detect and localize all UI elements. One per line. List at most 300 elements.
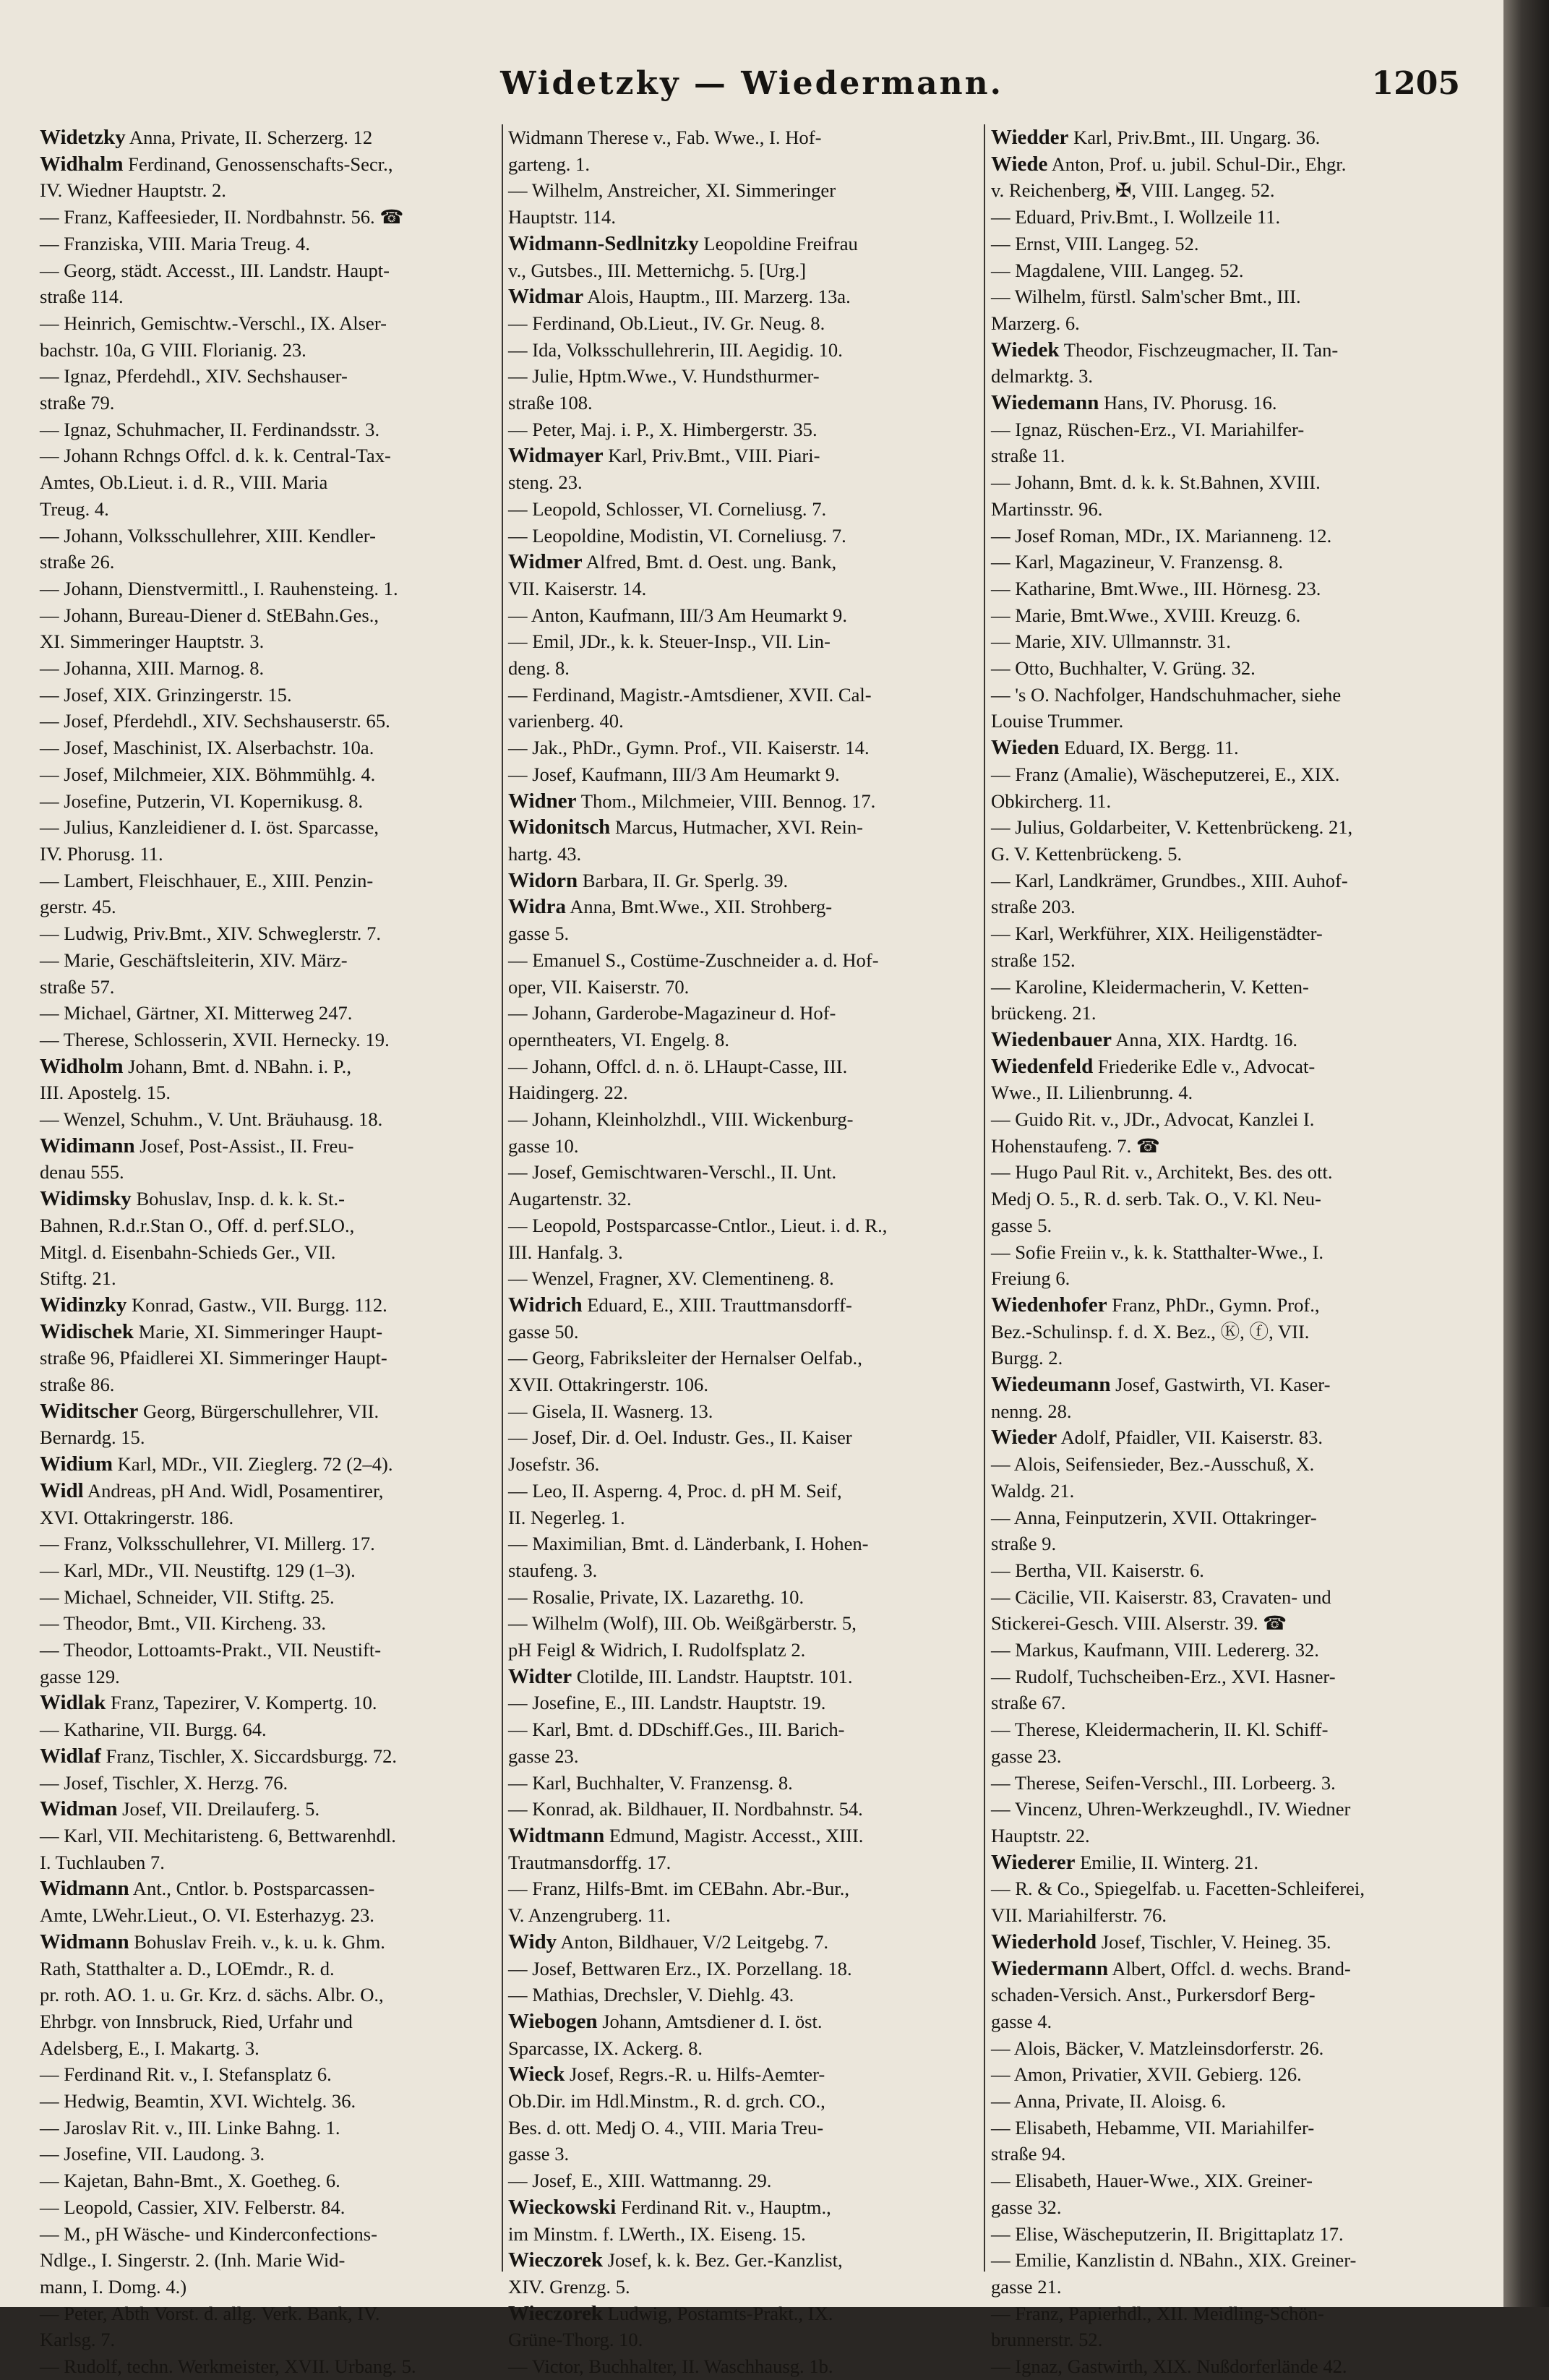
- entry-text: — Therese, Schlosserin, XVII. Hernecky. 19.: [40, 1028, 390, 1050]
- surname-heading: Wiedeumann: [991, 1373, 1111, 1397]
- directory-line: [508, 1504, 978, 1531]
- directory-line: [991, 231, 1461, 257]
- column-divider: [502, 124, 503, 2272]
- entry-text: — Karl, Werkführer, XIX. Heiligenstädter-: [991, 923, 1323, 945]
- entry-text: Franz, PhDr., Gymn. Prof.,: [1107, 1293, 1320, 1316]
- directory-line: [508, 204, 978, 231]
- entry-text: — Emanuel S., Costüme-Zuschneider a. d. Hof-: [508, 949, 879, 971]
- directory-line: [508, 469, 978, 496]
- surname-heading: Widimsky: [40, 1187, 132, 1211]
- directory-line: [991, 1345, 1461, 1371]
- surname-heading: Widrich: [508, 1293, 583, 1317]
- directory-line: [508, 1053, 978, 1080]
- entry-text: Josef, k. k. Bez. Ger.-Kanzlist,: [603, 2249, 843, 2272]
- entry-text: — Bertha, VII. Kaiserstr. 6.: [991, 1559, 1204, 1581]
- surname-heading: Widter: [508, 1664, 572, 1688]
- surname-heading: Wiedek: [991, 338, 1060, 361]
- entry-text: gerstr. 45.: [40, 896, 116, 918]
- directory-line: [991, 1929, 1461, 1956]
- directory-line: [40, 1106, 510, 1133]
- directory-line: [991, 257, 1461, 284]
- directory-line: [991, 682, 1461, 709]
- entry-text: gasse 4.: [991, 2010, 1052, 2032]
- entry-text: — Katharine, VII. Burgg. 64.: [40, 1718, 267, 1741]
- entry-text: — Josef, E., XIII. Wattmanng. 29.: [508, 2170, 772, 2192]
- directory-line: [991, 1664, 1461, 1690]
- surname-heading: Widonitsch: [508, 816, 611, 839]
- directory-line: [508, 1371, 978, 1398]
- directory-line: [508, 735, 978, 761]
- entry-text: pH Feigl & Widrich, I. Rudolfsplatz 2.: [508, 1639, 806, 1661]
- directory-line: [40, 1345, 510, 1371]
- entry-text: — Maximilian, Bmt. d. Länderbank, I. Hohen-: [508, 1533, 869, 1555]
- directory-line: [508, 1690, 978, 1716]
- entry-text: XVII. Ottakringerstr. 106.: [508, 1374, 708, 1396]
- surname-heading: Wieczorek: [508, 2301, 603, 2325]
- directory-line: [991, 2088, 1461, 2115]
- entry-text: Josefstr. 36.: [508, 1453, 600, 1476]
- entry-text: Georg, Bürgerschullehrer, VII.: [138, 1400, 379, 1422]
- entry-text: — Karl, Magazineur, V. Franzensg. 8.: [991, 551, 1284, 573]
- surname-heading: Widmann-Sedlnitzky: [508, 231, 699, 255]
- entry-text: gasse 5.: [991, 1214, 1052, 1236]
- entry-text: Bernardg. 15.: [40, 1426, 145, 1449]
- directory-line: [508, 2008, 978, 2035]
- directory-line: [991, 1637, 1461, 1664]
- directory-line: [991, 628, 1461, 655]
- entry-text: — Franz (Amalie), Wäscheputzerei, E., XIX.: [991, 763, 1340, 785]
- entry-text: Eduard, IX. Bergg. 11.: [1059, 737, 1239, 759]
- directory-line: [40, 549, 510, 575]
- entry-text: V. Anzengruberg. 11.: [508, 1904, 671, 1927]
- directory-line: [40, 1053, 510, 1080]
- entry-text: Franz, Tischler, X. Siccardsburgg. 72.: [100, 1745, 398, 1767]
- entry-text: — Heinrich, Gemischtw.-Verschl., IX. Alser-: [40, 312, 387, 334]
- directory-line: [40, 2274, 510, 2300]
- directory-line: [508, 1743, 978, 1770]
- directory-line: [508, 2167, 978, 2194]
- directory-line: [508, 2300, 978, 2327]
- directory-line: [40, 575, 510, 602]
- directory-line: [508, 390, 978, 416]
- directory-line: [508, 2115, 978, 2141]
- entry-text: — Cäcilie, VII. Kaiserstr. 83, Cravaten- und: [991, 1585, 1331, 1608]
- entry-text: v. Reichenberg, ✠, VIII. Langeg. 52.: [991, 179, 1275, 202]
- entry-text: — Kajetan, Bahn-Bmt., X. Goetheg. 6.: [40, 2170, 340, 2192]
- directory-line: [40, 1557, 510, 1584]
- surname-heading: Widinzky: [40, 1293, 127, 1317]
- directory-line: [991, 1849, 1461, 1876]
- entry-text: — Elise, Wäscheputzerin, II. Brigittaplatz 17.: [991, 2222, 1344, 2245]
- directory-line: [991, 947, 1461, 974]
- directory-line: [508, 2327, 978, 2353]
- directory-line: [508, 523, 978, 549]
- page-number: 1205: [1371, 65, 1460, 102]
- surname-heading: Wiedenfeld: [991, 1054, 1094, 1078]
- directory-line: [508, 549, 978, 575]
- directory-line: [991, 363, 1461, 390]
- directory-line: [991, 1133, 1461, 1160]
- directory-line: [991, 1265, 1461, 1292]
- directory-line: [40, 2194, 510, 2221]
- surname-heading: Wieczorek: [508, 2248, 603, 2272]
- directory-line: [991, 1159, 1461, 1186]
- entry-text: — Josef, Milchmeier, XIX. Böhmmühlg. 4.: [40, 763, 376, 785]
- entry-text: — Josef, Tischler, X. Herzg. 76.: [40, 1771, 288, 1794]
- directory-line: [40, 1079, 510, 1106]
- surname-heading: Widlaf: [40, 1744, 101, 1768]
- entry-text: — Theodor, Bmt., VII. Kircheng. 33.: [40, 1612, 327, 1635]
- directory-line: [508, 2274, 978, 2300]
- entry-text: Leopoldine Freifrau: [698, 232, 858, 254]
- surname-heading: Wieden: [991, 736, 1060, 760]
- directory-line: [40, 469, 510, 496]
- directory-line: [508, 363, 978, 390]
- entry-text: — Leopold, Schlosser, VI. Corneliusg. 7.: [508, 497, 827, 520]
- entry-text: IV. Phorusg. 11.: [40, 842, 163, 865]
- directory-line: [40, 1823, 510, 1849]
- directory-line: [40, 2008, 510, 2035]
- directory-line: [991, 1504, 1461, 1531]
- entry-text: Ehrbgr. von Innsbruck, Ried, Urfahr und: [40, 2010, 353, 2032]
- entry-text: Bez.-Schulinsp. f. d. X. Bez., Ⓚ, ⓕ, VII.: [991, 1320, 1310, 1343]
- entry-text: Franz, Tapezirer, V. Kompertg. 10.: [106, 1692, 377, 1714]
- entry-text: garteng. 1.: [508, 153, 590, 175]
- entry-text: — Therese, Seifen-Verschl., III. Lorbeerg. 3.: [991, 1771, 1336, 1794]
- entry-text: II. Negerleg. 1.: [508, 1506, 625, 1528]
- entry-text: im Minstm. f. LWerth., IX. Eiseng. 15.: [508, 2222, 806, 2245]
- directory-line: [508, 682, 978, 709]
- directory-line: [40, 283, 510, 310]
- directory-line: [991, 1186, 1461, 1212]
- directory-line: [991, 841, 1461, 868]
- surname-heading: Widetzky: [40, 126, 126, 149]
- entry-text: straße 9.: [991, 1533, 1057, 1555]
- directory-line: [508, 1000, 978, 1027]
- entry-text: — Karl, Landkrämer, Grundbes., XIII. Auhof-: [991, 869, 1348, 891]
- directory-line: [991, 1902, 1461, 1929]
- entry-text: Edmund, Magistr. Accesst., XIII.: [604, 1825, 864, 1846]
- entry-text: brückeng. 21.: [991, 1002, 1097, 1024]
- entry-text: Louise Trummer.: [991, 710, 1124, 732]
- entry-text: — Wenzel, Schuhm., V. Unt. Bräuhausg. 18.: [40, 1108, 383, 1131]
- directory-line: [991, 1319, 1461, 1345]
- entry-text: straße 86.: [40, 1374, 115, 1396]
- entry-text: — Ferdinand, Magistr.-Amtsdiener, XVII. Cal-: [508, 683, 872, 706]
- entry-text: deng. 8.: [508, 657, 570, 680]
- directory-line: [40, 1159, 510, 1186]
- directory-line: [991, 1212, 1461, 1239]
- entry-text: Hauptstr. 22.: [991, 1825, 1090, 1846]
- entry-text: straße 96, Pfaidlerei XI. Simmeringer Haupt-: [40, 1347, 387, 1369]
- entry-text: Josef, Gastwirth, VI. Kaser-: [1110, 1374, 1331, 1396]
- directory-line: [40, 628, 510, 655]
- entry-text: — Lambert, Fleischhauer, E., XIII. Penzin-: [40, 869, 374, 891]
- entry-text: Waldg. 21.: [991, 1479, 1075, 1502]
- directory-line: [508, 283, 978, 310]
- directory-line: [508, 1610, 978, 1637]
- directory-line: [991, 2353, 1461, 2380]
- directory-line: [40, 761, 510, 788]
- entry-text: — Anton, Kaufmann, III/3 Am Heumarkt 9.: [508, 604, 847, 626]
- directory-line: [991, 1371, 1461, 1398]
- directory-line: [991, 1000, 1461, 1027]
- entry-text: gasse 129.: [40, 1665, 120, 1687]
- directory-line: [508, 1664, 978, 1690]
- entry-text: Johann, Bmt. d. NBahn. i. P.,: [123, 1055, 351, 1077]
- directory-line: [991, 1053, 1461, 1080]
- directory-line: [991, 1690, 1461, 1716]
- directory-line: [40, 1610, 510, 1637]
- entry-text: straße 11.: [991, 445, 1065, 467]
- directory-line: [508, 2221, 978, 2248]
- entry-text: — Katharine, Bmt.Wwe., III. Hörnesg. 23.: [991, 577, 1321, 599]
- directory-line: [40, 2300, 510, 2327]
- entry-text: Ob.Dir. im Hdl.Minstm., R. d. grch. CO.,: [508, 2090, 825, 2113]
- directory-line: [508, 602, 978, 629]
- entry-text: Theodor, Fischzeugmacher, II. Tan-: [1059, 338, 1339, 361]
- directory-line: [991, 1424, 1461, 1451]
- directory-line: [508, 1079, 978, 1106]
- directory-line: [508, 2061, 978, 2088]
- directory-line: [991, 1557, 1461, 1584]
- entry-text: Anna, Bmt.Wwe., XII. Strohberg-: [566, 896, 833, 918]
- entry-text: gasse 10.: [508, 1134, 579, 1157]
- directory-line: [991, 761, 1461, 788]
- entry-text: — Alois, Bäcker, V. Matzleinsdorferstr. 26.: [991, 2037, 1324, 2059]
- directory-line: [991, 2300, 1461, 2327]
- directory-line: [991, 1027, 1461, 1053]
- directory-line: [40, 337, 510, 364]
- entry-text: straße 57.: [40, 975, 115, 998]
- directory-line: [40, 1796, 510, 1823]
- directory-line: [40, 177, 510, 204]
- directory-line: [508, 894, 978, 920]
- directory-line: [40, 1212, 510, 1239]
- directory-line: [991, 1823, 1461, 1849]
- entry-text: Anton, Prof. u. jubil. Schul-Dir., Ehgr.: [1047, 153, 1347, 175]
- entry-text: — Markus, Kaufmann, VIII. Ledererg. 32.: [991, 1639, 1319, 1661]
- entry-text: — Ignaz, Rüschen-Erz., VI. Mariahilfer-: [991, 418, 1305, 440]
- entry-text: — Anna, Private, II. Aloisg. 6.: [991, 2090, 1227, 2113]
- entry-text: — Rudolf, Tuchscheiben-Erz., XVI. Hasner-: [991, 1665, 1336, 1687]
- entry-text: Hohenstaufeng. 7. ☎: [991, 1134, 1161, 1157]
- directory-line: [991, 1982, 1461, 2008]
- directory-line: [40, 655, 510, 682]
- entry-text: Mitgl. d. Eisenbahn-Schieds Ger., VII.: [40, 1241, 336, 1263]
- entry-text: Rath, Statthalter a. D., LOEmdr., R. d.: [40, 1957, 335, 1979]
- entry-text: — Guido Rit. v., JDr., Advocat, Kanzlei I.: [991, 1108, 1315, 1131]
- directory-line: [40, 2061, 510, 2088]
- entry-text: III. Apostelg. 15.: [40, 1082, 171, 1104]
- directory-line: [991, 1478, 1461, 1504]
- entry-text: — Ferdinand Rit. v., I. Stefansplatz 6.: [40, 2063, 332, 2086]
- directory-line: [991, 2061, 1461, 2088]
- entry-text: Augartenstr. 32.: [508, 1188, 632, 1210]
- entry-text: Stickerei-Gesch. VIII. Alserstr. 39. ☎: [991, 1612, 1287, 1635]
- entry-text: — Josef, Bettwaren Erz., IX. Porzellang. 18.: [508, 1957, 852, 1979]
- directory-line: [40, 1849, 510, 1876]
- directory-line: [991, 151, 1461, 178]
- directory-line: [40, 841, 510, 868]
- entry-text: Karl, MDr., VII. Zieglerg. 72 (2–4).: [113, 1453, 393, 1476]
- directory-line: [40, 1531, 510, 1557]
- entry-text: straße 67.: [991, 1692, 1066, 1714]
- entry-text: — Wilhelm, fürstl. Salm'scher Bmt., III.: [991, 286, 1301, 308]
- directory-line: [40, 257, 510, 284]
- entry-text: — Victor, Buchhalter, II. Waschhausg. 1b.: [508, 2355, 833, 2378]
- directory-line: [508, 1186, 978, 1212]
- surname-heading: Wiede: [991, 152, 1048, 176]
- entry-text: pr. roth. AO. 1. u. Gr. Krz. d. sächs. Albr. O.,: [40, 1984, 384, 2006]
- directory-line: [40, 947, 510, 974]
- directory-line: [40, 1504, 510, 1531]
- surname-heading: Widtmann: [508, 1824, 605, 1847]
- entry-text: — Karl, MDr., VII. Neustiftg. 129 (1–3).: [40, 1559, 356, 1581]
- entry-text: — Ignaz, Gastwirth, XIX. Nußdorferlände 42.: [991, 2355, 1347, 2378]
- directory-line: [40, 416, 510, 443]
- directory-line: [991, 1584, 1461, 1611]
- entry-text: Ferdinand, Genossenschafts-Secr.,: [123, 153, 393, 175]
- entry-text: Haidingerg. 22.: [508, 1082, 628, 1104]
- entry-text: Bahnen, R.d.r.Stan O., Off. d. perf.SLO.,: [40, 1214, 355, 1236]
- surname-heading: Wiedemann: [991, 391, 1099, 415]
- entry-text: — Marie, XIV. Ullmannstr. 31.: [991, 630, 1231, 653]
- surname-heading: Widl: [40, 1478, 84, 1502]
- surname-heading: Widium: [40, 1452, 113, 1476]
- directory-line: [40, 682, 510, 709]
- surname-heading: Wiedenhofer: [991, 1293, 1107, 1317]
- entry-text: Hans, IV. Phorusg. 16.: [1099, 392, 1277, 414]
- surname-heading: Widitscher: [40, 1399, 139, 1423]
- directory-line: [508, 2141, 978, 2167]
- directory-line: [991, 2035, 1461, 2062]
- entry-text: Josef, VII. Dreilauferg. 5.: [117, 1798, 320, 1820]
- surname-heading: Widorn: [508, 868, 578, 892]
- entry-text: — Michael, Gärtner, XI. Mitterweg 247.: [40, 1002, 353, 1024]
- entry-text: mann, I. Domg. 4.): [40, 2275, 187, 2298]
- entry-text: Adelsberg, E., I. Makartg. 3.: [40, 2037, 259, 2059]
- directory-line: [40, 2247, 510, 2274]
- directory-line: [40, 231, 510, 257]
- entry-text: oper, VII. Kaiserstr. 70.: [508, 975, 690, 998]
- directory-line: [508, 708, 978, 735]
- directory-line: [508, 920, 978, 947]
- surname-heading: Widholm: [40, 1054, 124, 1078]
- entry-text: Friederike Edle v., Advocat-: [1093, 1055, 1316, 1077]
- entry-text: varienberg. 40.: [508, 710, 624, 732]
- directory-line: [508, 416, 978, 443]
- entry-text: — Magdalene, VIII. Langeg. 52.: [991, 259, 1244, 281]
- surname-heading: Widmann: [40, 1930, 129, 1953]
- directory-line: [991, 1398, 1461, 1425]
- surname-heading: Widischek: [40, 1319, 134, 1343]
- surname-heading: Widlak: [40, 1691, 106, 1715]
- directory-line: [508, 1929, 978, 1956]
- directory-line: [991, 177, 1461, 204]
- surname-heading: Widy: [508, 1930, 557, 1953]
- entry-text: schaden-Versich. Anst., Purkersdorf Berg-: [991, 1984, 1316, 2006]
- entry-text: gasse 23.: [991, 1745, 1062, 1767]
- entry-text: — Johann, Dienstvermittl., I. Rauhensteing. 1.: [40, 577, 398, 599]
- surname-heading: Widmer: [508, 550, 583, 574]
- directory-line: [991, 496, 1461, 523]
- directory-line: [508, 655, 978, 682]
- directory-line: [40, 1371, 510, 1398]
- entry-text: — Julius, Kanzleidiener d. I. öst. Sparcasse,: [40, 816, 379, 839]
- entry-text: Konrad, Gastw., VII. Burgg. 112.: [126, 1293, 387, 1316]
- directory-line: [40, 1770, 510, 1797]
- directory-line: [40, 1027, 510, 1053]
- directory-line: [508, 575, 978, 602]
- entry-text: — Johann, Garderobe-Magazineur d. Hof-: [508, 1002, 836, 1024]
- entry-text: Medj O. 5., R. d. serb. Tak. O., V. Kl. Neu-: [991, 1188, 1321, 1210]
- entry-text: Hauptstr. 114.: [508, 206, 616, 228]
- entry-text: Wwe., II. Lilienbrunng. 4.: [991, 1082, 1193, 1104]
- entry-text: — Josefine, E., III. Landstr. Hauptstr. 19.: [508, 1692, 826, 1714]
- entry-text: — Peter, Maj. i. P., X. Himbergerstr. 35.: [508, 418, 818, 440]
- entry-text: Barbara, II. Gr. Sperlg. 39.: [578, 869, 789, 891]
- entry-text: Clotilde, III. Landstr. Hauptstr. 101.: [572, 1665, 853, 1687]
- page-header: [0, 65, 1503, 116]
- directory-line: [508, 2194, 978, 2221]
- entry-text: — Marie, Geschäftsleiterin, XIV. März-: [40, 949, 348, 971]
- directory-line: [508, 337, 978, 364]
- directory-line: [508, 1823, 978, 1849]
- entry-text: Eduard, E., XIII. Trauttmansdorff-: [582, 1293, 852, 1316]
- entry-text: — Leopold, Postsparcasse-Cntlor., Lieut. i. d. R.,: [508, 1214, 888, 1236]
- entry-text: — Sofie Freiin v., k. k. Statthalter-Wwe., I.: [991, 1241, 1324, 1263]
- directory-line: [991, 204, 1461, 231]
- directory-line: [40, 1424, 510, 1451]
- entry-text: — Michael, Schneider, VII. Stiftg. 25.: [40, 1585, 335, 1608]
- directory-line: [508, 1239, 978, 1266]
- surname-heading: Widmann: [40, 1877, 129, 1901]
- entry-text: Amte, LWehr.Lieut., O. VI. Esterhazyg. 23.: [40, 1904, 374, 1927]
- entry-text: — Karoline, Kleidermacherin, V. Ketten-: [991, 975, 1309, 998]
- directory-line: [508, 177, 978, 204]
- directory-line: [40, 1956, 510, 1982]
- entry-text: straße 94.: [991, 2143, 1066, 2165]
- entry-text: Ndlge., I. Singerstr. 2. (Inh. Marie Wid-: [40, 2249, 346, 2272]
- entry-text: straße 152.: [991, 949, 1076, 971]
- entry-text: Johann, Amtsdiener d. I. öst.: [597, 2010, 823, 2032]
- entry-text: — Mathias, Drechsler, V. Diehlg. 43.: [508, 1984, 794, 2006]
- surname-heading: Wiedder: [991, 126, 1069, 149]
- directory-line: [991, 2194, 1461, 2221]
- directory-line: [508, 788, 978, 815]
- entry-text: — Anna, Feinputzerin, XVII. Ottakringer-: [991, 1506, 1317, 1528]
- entry-text: Alfred, Bmt. d. Oest. ung. Bank,: [582, 551, 837, 573]
- entry-text: — Wilhelm (Wolf), III. Ob. Weißgärberstr. 5,: [508, 1612, 857, 1635]
- entry-text: Amtes, Ob.Lieut. i. d. R., VIII. Maria: [40, 471, 328, 494]
- entry-text: — Vincenz, Uhren-Werkzeughdl., IV. Wiedner: [991, 1798, 1351, 1820]
- directory-line: [508, 947, 978, 974]
- entry-text: VII. Kaiserstr. 14.: [508, 577, 647, 599]
- directory-line: [991, 1956, 1461, 1982]
- book-binding-edge: [1503, 0, 1549, 2307]
- entry-text: — Karl, VII. Mechitaristeng. 6, Bettwarenhdl.: [40, 1825, 396, 1846]
- entry-text: — Wilhelm, Anstreicher, XI. Simmeringer: [508, 179, 836, 202]
- entry-text: Josef, Tischler, V. Heineg. 35.: [1097, 1930, 1331, 1953]
- directory-line: [991, 894, 1461, 920]
- directory-line: [40, 974, 510, 1001]
- directory-line: [40, 204, 510, 231]
- entry-text: XVI. Ottakringerstr. 186.: [40, 1506, 234, 1528]
- entry-text: — Georg, städt. Accesst., III. Landstr. Haupt-: [40, 259, 390, 281]
- entry-text: Anna, XIX. Hardtg. 16.: [1112, 1028, 1298, 1050]
- directory-line: [508, 1027, 978, 1053]
